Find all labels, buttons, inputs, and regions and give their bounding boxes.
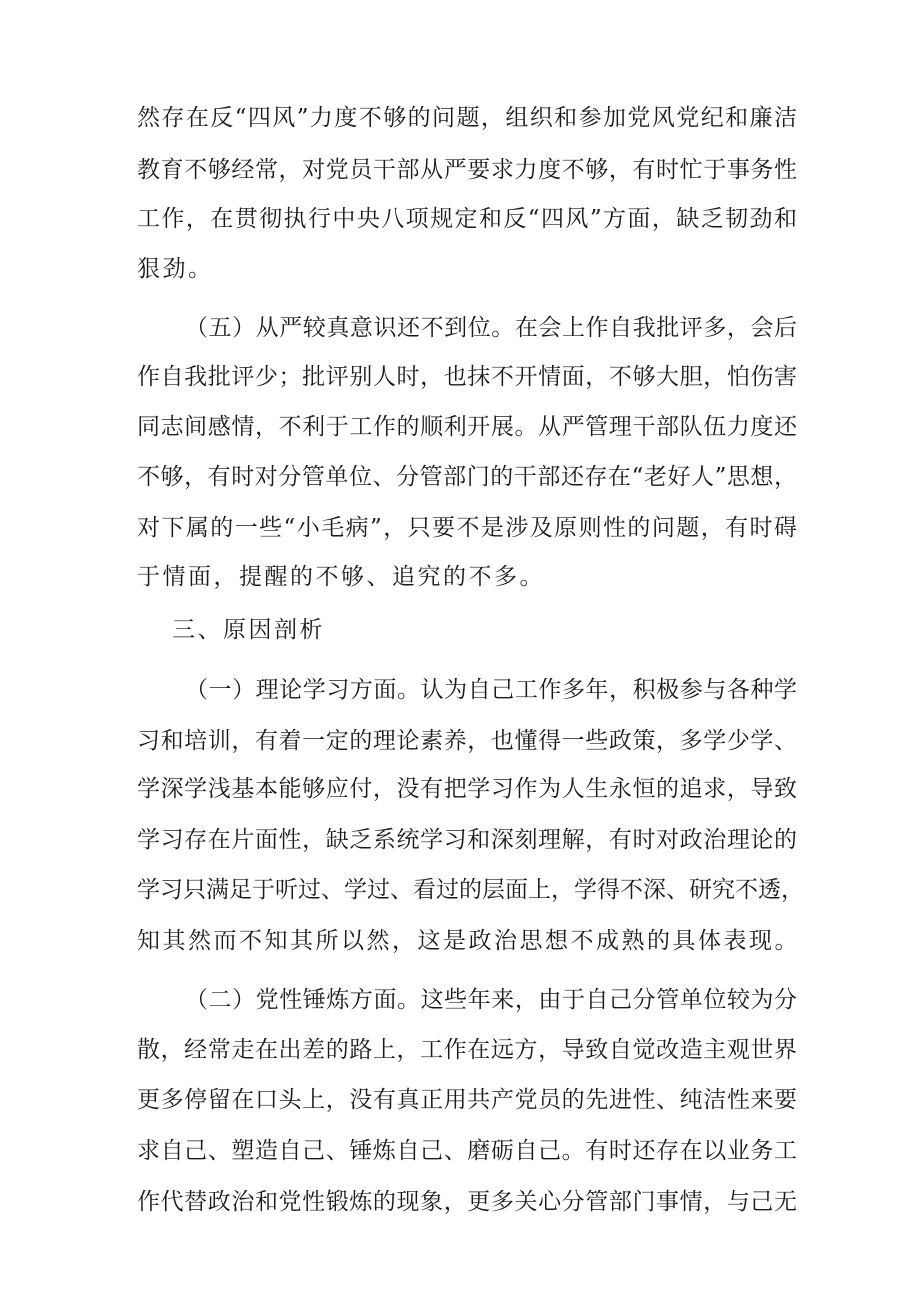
paragraph-line: （一）理论学习方面。认为自己工作多年，积极参与各种学: [185, 677, 797, 703]
paragraph-line: 散，经常走在出差的路上，工作在远方，导致自觉改造主观世界: [137, 1037, 797, 1063]
paragraph-line: 不够，有时对分管单位、分管部门的干部还存在“老好人”思想，: [137, 464, 797, 490]
paragraph-line: 更多停留在口头上，没有真正用共产党员的先进性、纯洁性来要: [137, 1087, 797, 1113]
paragraph-line: 知其然而不知其所以然，这是政治思想不成熟的具体表现。: [137, 928, 800, 954]
paragraph-line: 学习只满足于听过、学过、看过的层面上，学得不深、研究不透，: [137, 877, 804, 903]
paragraph-line: 作代替政治和党性锻炼的现象，更多关心分管部门事情，与己无: [137, 1189, 797, 1215]
paragraph-line: 作自我批评少；批评别人时，也抹不开情面，不够大胆，怕伤害: [137, 364, 797, 390]
paragraph-line: 习和培训，有着一定的理论素养，也懂得一些政策，多学少学、: [137, 728, 797, 754]
paragraph-line: （二）党性锤炼方面。这些年来，由于自己分管单位较为分: [185, 987, 797, 1013]
paragraph-line: 同志间感情，不利于工作的顺利开展。从严管理干部队伍力度还: [137, 414, 797, 440]
paragraph-line: 学习存在片面性，缺乏系统学习和深刻理解，有时对政治理论的: [137, 827, 797, 853]
paragraph-line: 求自己、塑造自己、锤炼自己、磨砺自己。有时还存在以业务工: [137, 1138, 797, 1164]
paragraph-line: 学深学浅基本能够应付，没有把学习作为人生永恒的追求，导致: [137, 776, 797, 802]
paragraph-line: 教育不够经常，对党员干部从严要求力度不够，有时忙于事务性: [137, 157, 797, 183]
paragraph-line: 工作，在贯彻执行中央八项规定和反“四风”方面，缺乏韧劲和: [137, 206, 797, 232]
paragraph-line: 然存在反“四风”力度不够的问题，组织和参加党风党纪和廉洁: [137, 105, 797, 131]
section-heading: 三、原因剖析: [172, 617, 325, 643]
paragraph-line: 于情面，提醒的不够、追究的不多。: [137, 564, 545, 590]
paragraph-line: 对下属的一些“小毛病”，只要不是涉及原则性的问题，有时碍: [137, 515, 797, 541]
paragraph-line: 狠劲。: [137, 256, 214, 282]
paragraph-line: （五）从严较真意识还不到位。在会上作自我批评多，会后: [185, 315, 797, 341]
